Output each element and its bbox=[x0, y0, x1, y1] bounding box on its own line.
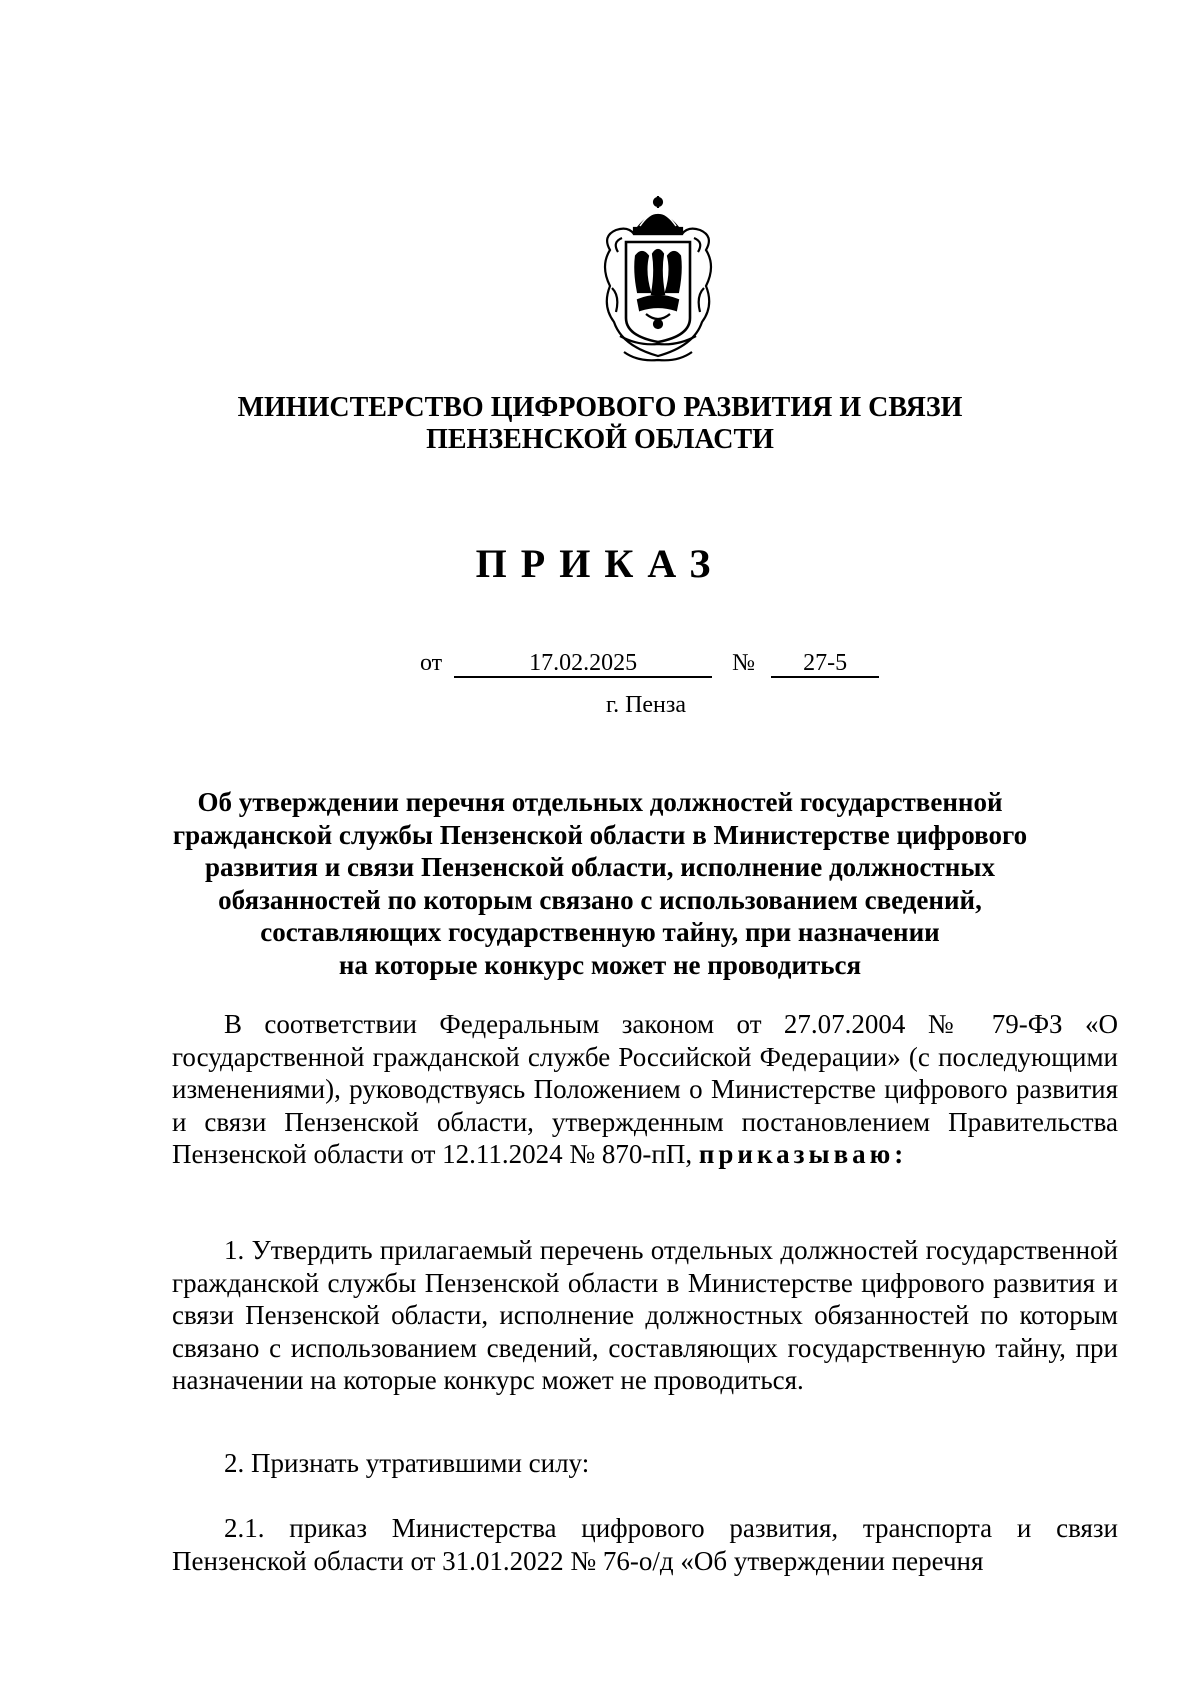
date-label: от bbox=[420, 650, 443, 676]
subject-line-1: Об утверждении перечня отдельных должностей государственной bbox=[197, 787, 1003, 817]
coat-of-arms-icon bbox=[598, 196, 718, 364]
ministry-line-2: ПЕНЗЕНСКОЙ ОБЛАСТИ bbox=[426, 424, 774, 455]
ministry-name bbox=[180, 392, 1020, 456]
ministry-line-1: МИНИСТЕРСТВО ЦИФРОВОГО РАЗВИТИЯ И СВЯЗИ bbox=[237, 392, 963, 423]
order-subject bbox=[170, 786, 1030, 981]
subject-line-4: обязанностей по которым связано с использованием сведений, bbox=[218, 884, 982, 915]
order-number: 27-5 bbox=[771, 650, 879, 678]
item-1-paragraph: 1. Утвердить прилагаемый перечень отдельных должностей государственной гражданской службы Пензенской области в Министерстве цифрового развития и связи Пензенской области, исполнение должностных обязанностей по которым связано с использованием сведений, составляющих государственную тайну, при назначении на которые конкурс может не проводиться. bbox=[172, 1235, 1118, 1395]
subject-line-2: гражданской службы Пензенской области в Министерстве цифрового bbox=[172, 819, 1028, 850]
order-date: 17.02.2025 bbox=[454, 650, 712, 678]
subject-line-6: на которые конкурс может не проводиться bbox=[338, 949, 862, 980]
preamble-paragraph bbox=[172, 1008, 1118, 1171]
item-2-paragraph: 2. Признать утратившими силу: bbox=[224, 1448, 590, 1478]
order-word: приказываю: bbox=[698, 1139, 908, 1169]
order-title: ПРИКАЗ bbox=[475, 541, 725, 586]
number-label: № bbox=[732, 650, 756, 676]
item-2-1-paragraph: 2.1. приказ Министерства цифрового развития, транспорта и связи Пензенской области от 31.01.2022 № 76-о/д «Об утверждении перечня bbox=[172, 1513, 1118, 1576]
subject-line-5: составляющих государственную тайну, при назначении bbox=[260, 917, 940, 947]
order-date-number-row bbox=[420, 648, 879, 678]
preamble-text: В соответствии Федеральным законом от 27.07.2004 № 79-ФЗ «О государственной гражданской службе Российской Федерации» (с последующими изменениями), руководствуясь Положением о Министерстве цифрового развития и связи Пензенской области, утвержденным постановлением Правительства Пензенской области от 12.11.2024 № 870-пП, bbox=[172, 1009, 1118, 1169]
order-city: г. Пенза bbox=[605, 692, 687, 718]
subject-line-3: развития и связи Пензенской области, исполнение должностных bbox=[205, 852, 995, 882]
